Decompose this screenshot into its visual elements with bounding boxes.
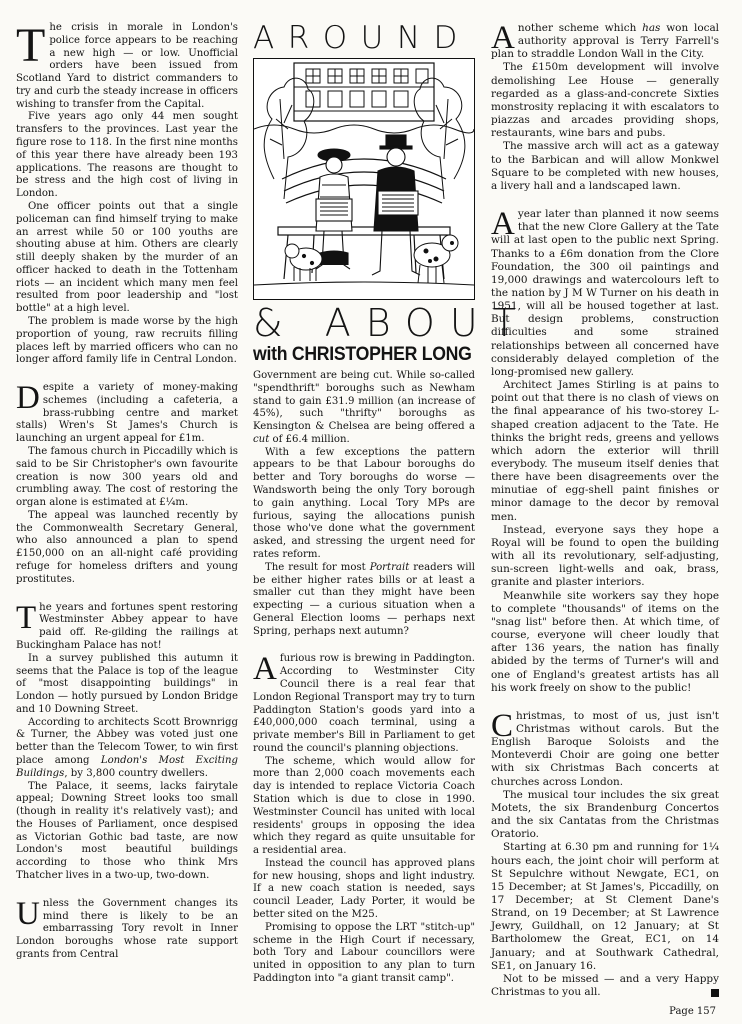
article-paragraph: Instead the council has approved plans for new housing, shops and light industry. If a new coach station is needed, says council Leader, Lady Porter, it would be better sited on the M25. <box>253 857 475 921</box>
couple-on-bench-illustration <box>253 58 475 300</box>
article-paragraph: Unless the Government changes its mind there is likely to be an embarrassing Tory revolt in Inner London boroughs whose rate support grants from Central <box>16 895 238 960</box>
drop-cap: T <box>16 599 37 636</box>
article-paragraph: In a survey published this autumn it seems that the Palace is top of the league of "most disappointing buildings" in London — hotly pursued by London Bridge and 10 Downing Street. <box>16 652 238 715</box>
article-paragraph: The scheme, which would allow for more than 2,000 coach movements each day is intended to replace Victoria Coach Station which is due to close in 1990. Westminster Council has united with local residents' groups in opposing the idea which they regard as quite unsuitable for a residential area. <box>253 755 475 857</box>
article-paragraph: Promising to oppose the LRT "stitch-up" scheme in the High Court if necessary, both Tory and Labour councillors were united in opposition to any plan to turn Paddington into "a giant transit camp". <box>253 921 475 984</box>
article-paragraph: Christmas, to most of us, just isn't Christmas without carols. But the English Baroque Soloists and the Monteverdi Choir are going one better with six Christmas Bach concerts at churches across London. <box>491 707 719 788</box>
article-paragraph: A furious row is brewing in Paddington. According to Westminster City Council there is a real fear that London Regional Transport may try to turn Paddington Station's goods yard into a £40,000,000 coach terminal, using a private member's Bill in Parliament to get round the council's planning objections. <box>253 651 475 754</box>
article-paragraph: Another scheme which has won local authority approval is Terry Farrell's plan to straddle London Wall in the City. <box>491 20 720 61</box>
end-of-article-mark <box>711 989 719 997</box>
article-paragraph: The crisis in morale in London's police force appears to be reaching a new high — or low. Unofficial orders have been issued from Scotland Yard to district commanders to try and curb the steady increase in officers wishing to transfer from the Capital. <box>16 19 238 110</box>
article-paragraph: Despite a variety of money-making schemes (including a cafeteria, a brass-rubbing centre and market stalls) Wren's St James's Church is launching an urgent appeal for £1m. <box>16 380 238 445</box>
article-paragraph: The famous church in Piccadilly which is said to be Sir Christopher's own favourite creation is now 300 years old and crumbling away. The cost of restoring the organ alone is estimated at £¼m. <box>16 446 238 509</box>
article-paragraph: The musical tour includes the six great Motets, the six Brandenburg Concertos and the six Cantatas from the Christmas Oratorio. <box>491 788 719 841</box>
article-paragraph: Instead, everyone says they hope a Royal will be found to open the building with all its revolutionary, self-adjusting, sun-screen light-wells and oak, brass, granite and plaster interiors. <box>491 523 719 589</box>
article-paragraph: One officer points out that a single policeman can find himself trying to make an arrest while 50 or 100 youths are shouting abuse at him. Others are clearly still deeply shaken by the murder of an officer hacked to death in the Tottenham riots — an incident which many men feel resulted from poor leadership and "lost bottle" at a high level. <box>16 200 238 315</box>
article-paragraph: Starting at 6.30 pm and running for 1¼ hours each, the joint choir will perform at St Sepulchre without Newgate, EC1, on 15 December; at St James's, Piccadilly, on 17 December; at St Clement Dane's Strand, on 19 December; at St Lawrence Jewry, Guildhall, on 12 January; at St Bartholomew the Great, EC1, on 14 January; and at Southwark Cathedral, SE1, on January 16. <box>491 841 719 972</box>
article-column-middle <box>253 20 531 986</box>
author-byline: with CHRISTOPHER LONG <box>253 344 472 365</box>
article-paragraph: According to architects Scott Brownrigg & Turner, the Abbey was voted just one better than the Telecom Tower, to win first place among London's Most Exciting Buildings, by 3,800 country dwellers. <box>16 716 238 779</box>
masthead-about: & ABOUT <box>253 301 531 345</box>
article-paragraph: A year later than planned it now seems that the new Clore Gallery at the Tate will at last open to the public next Spring. Thanks to a £6m donation from the Clore Foundation, the 300 oil paintings and 19,000 drawings and watercolours left to the nation by J M W Turner on his death in 1951, will all be housed together at last. But design problems, construction difficulties and some strained relationships between all concerned have considerably delayed completion of the long-promised new gallery. <box>491 206 719 378</box>
article-column-left <box>16 19 238 962</box>
article-paragraph: The problem is made worse by the high proportion of young, raw recruits filling places left by married officers who can no longer afford family life in Central London. <box>16 315 238 366</box>
article-paragraph: The years and fortunes spent restoring Westminster Abbey appear to have paid off. Re-gilding the railings at Buckingham Palace has not! <box>16 599 238 651</box>
drop-cap: A <box>491 206 515 243</box>
drop-cap: C <box>491 707 514 744</box>
drop-cap: D <box>16 380 40 417</box>
article-paragraph: The £150m development will involve demolishing Lee House — generally regarded as a glass-and-concrete Sixties monstrosity replacing it with escalators to piazzas and arcades providing shops, restaurants, wine bars and pubs. <box>491 61 719 140</box>
article-paragraph: The massive arch will act as a gateway to the Barbican and will allow Monkwel Square to be completed with new houses, a livery hall and a landscaped lawn. <box>491 140 719 192</box>
article-paragraph: The appeal was launched recently by the Commonwealth Secretary General, who also announced a plan to spend £150,000 on an all-night café providing refuge for homeless drifters and young prostitutes. <box>16 509 238 585</box>
article-paragraph: Five years ago only 44 men sought transfers to the provinces. Last year the figure rose to 118. In the first nine months of this year there have already been 193 applications. The reasons are thought to be stress and the high cost of living in London. <box>16 111 238 200</box>
drop-cap: A <box>253 651 277 688</box>
article-paragraph: Meanwhile site workers say they hope to complete "thousands" of items on the "snag list" before then. At which time, of course, everyone will cheer loudly that after 136 years, the nation has finally abided by the terms of Turner's will and one of England's greatest artists has all his work freely on show to the public! <box>491 589 719 694</box>
article-paragraph: With a few exceptions the pattern appears to be that Labour boroughs do better and Tory boroughs do worse — Wandsworth being the only Tory borough to gain anything. Local Tory MPs are furious, saying the allocations punish those who've done what the government asked, and stressing the urgent need for rates reform. <box>253 446 475 560</box>
article-column-right <box>491 22 719 999</box>
article-paragraph: Architect James Stirling is at pains to point out that there is no clash of views on the final appearance of his two-storey L-shaped creation adjacent to the Tate. He thinks the bright reds, greens and yellows which adorn the exterior will thrill everybody. The museum itself denies that there have been disagreements over the minutiae of egg-shell paint finishes or minor damage to the decor by removal men. <box>491 379 719 523</box>
article-paragraph: Not to be missed — and a very Happy Christmas to you all. <box>491 972 719 999</box>
drop-cap: T <box>16 19 46 72</box>
page-number: Page 157 <box>669 1006 716 1017</box>
article-paragraph: Government are being cut. While so-called "spendthrift" boroughs such as Newham stand to gain £31.9 million (an increase of 45%), such "thrifty" boroughs as Kensington & Chelsea are being offered a cut of £6.4 million. <box>253 370 475 445</box>
masthead-around: AROUND <box>253 20 471 56</box>
drop-cap: A <box>491 20 515 56</box>
article-paragraph: The result for most Portrait readers will be either higher rates bills or at least a smaller cut than they might have been expecting — a curious situation when a General Election looms — perhaps next Spring, perhaps next autumn? <box>253 561 475 637</box>
drop-cap: U <box>16 895 40 932</box>
article-paragraph: The Palace, it seems, lacks fairytale appeal; Downing Street looks too small (though in reality it's relatively vast); and the Houses of Parliament, once despised as Victorian Gothic bad taste, are now London's most beautiful buildings according to those who think Mrs Thatcher lives in a two-up, two-down. <box>16 780 238 881</box>
